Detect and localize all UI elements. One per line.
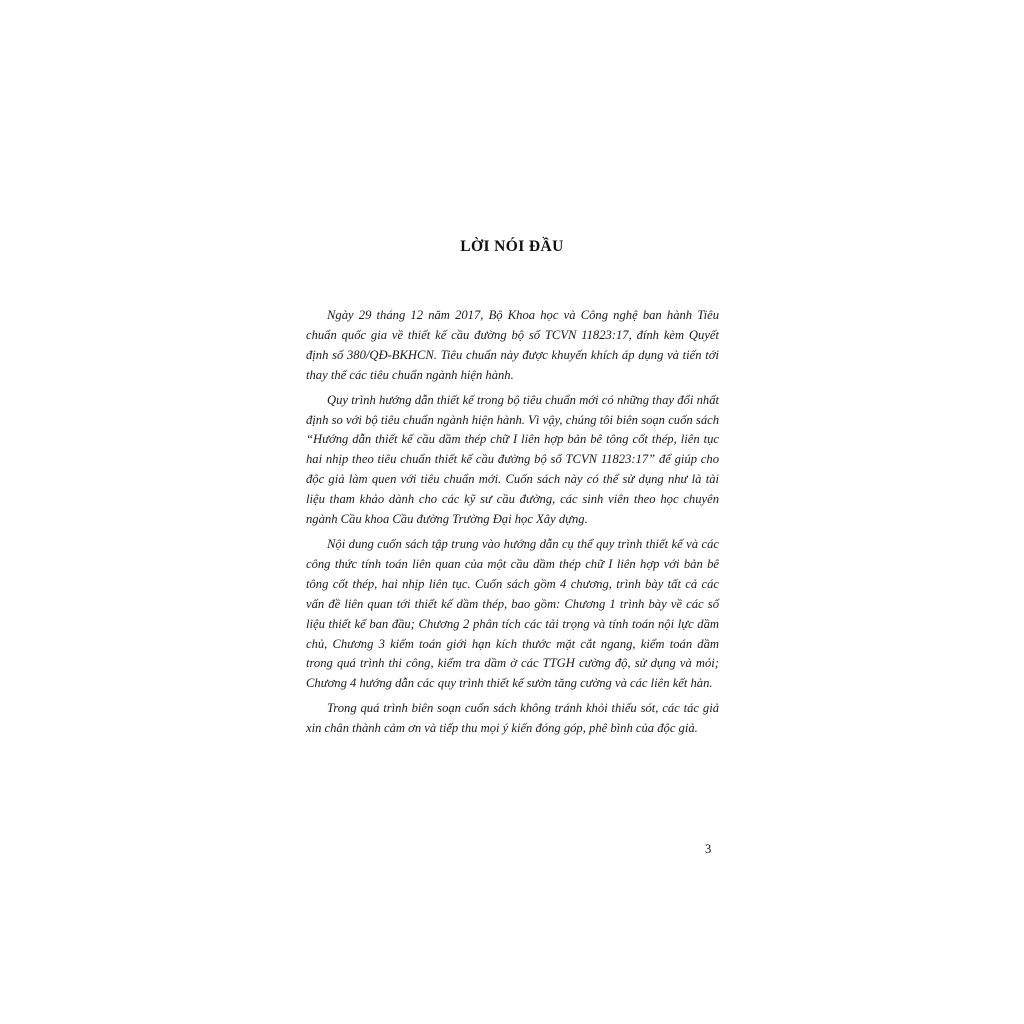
paragraph-2: Quy trình hướng dẫn thiết kế trong bộ tiêu chuẩn mới có những thay đổi nhất định so với bộ tiêu chuẩn ngành hiện hành. Vì vậy, chúng tôi biên soạn cuốn sách “Hướng dẫn thiết kế cầu dầm thép chữ I liên hợp bản bê tông cốt thép, liên tục hai nhịp theo tiêu chuẩn thiết kế cầu đường bộ số TCVN 11823:17” để giúp cho độc giả làm quen với tiêu chuẩn mới. Cuốn sách này có thể sử dụng như là tài liệu tham khảo dành cho các kỹ sư cầu đường, các sinh viên theo học chuyên ngành Cầu khoa Cầu đường Trường Đại học Xây dựng. <box>306 392 719 527</box>
paragraph-3: Nội dung cuốn sách tập trung vào hướng dẫn cụ thể quy trình thiết kế và các công thức tính toán liên quan của một cầu dầm thép chữ I liên hợp với bản bê tông cốt thép, hai nhịp liên tục. Cuốn sách gồm 4 chương, trình bày tất cả các vấn đề liên quan tới thiết kế dầm thép, bao gồm: Chương 1 trình bày về các số liệu thiết kế ban đầu; Chương 2 phân tích các tải trọng và tính toán nội lực dầm chủ, Chương 3 kiểm toán giới hạn kích thước mặt cắt ngang, kiểm toán dầm trong quá trình thi công, kiểm tra dầm ở các TTGH cường độ, sử dụng và mỏi; Chương 4 hướng dẫn các quy trình thiết kế sườn tăng cường và các liên kết hàn. <box>306 536 719 691</box>
page-title: LỜI NÓI ĐẦU <box>460 238 564 255</box>
page-number: 3 <box>705 842 712 856</box>
paragraph-4: Trong quá trình biên soạn cuốn sách không tránh khỏi thiếu sót, các tác giả xin chân thành cảm ơn và tiếp thu mọi ý kiến đóng góp, phê bình của độc giả. <box>306 701 719 736</box>
paragraph-1: Ngày 29 tháng 12 năm 2017, Bộ Khoa học và Công nghệ ban hành Tiêu chuẩn quốc gia về thiết kế cầu đường bộ số TCVN 11823:17, đính kèm Quyết định số 380/QĐ-BKHCN. Tiêu chuẩn này được khuyến khích áp dụng và tiến tới thay thế các tiêu chuẩn ngành hiện hành. <box>306 308 719 382</box>
preface-body <box>306 306 719 744</box>
